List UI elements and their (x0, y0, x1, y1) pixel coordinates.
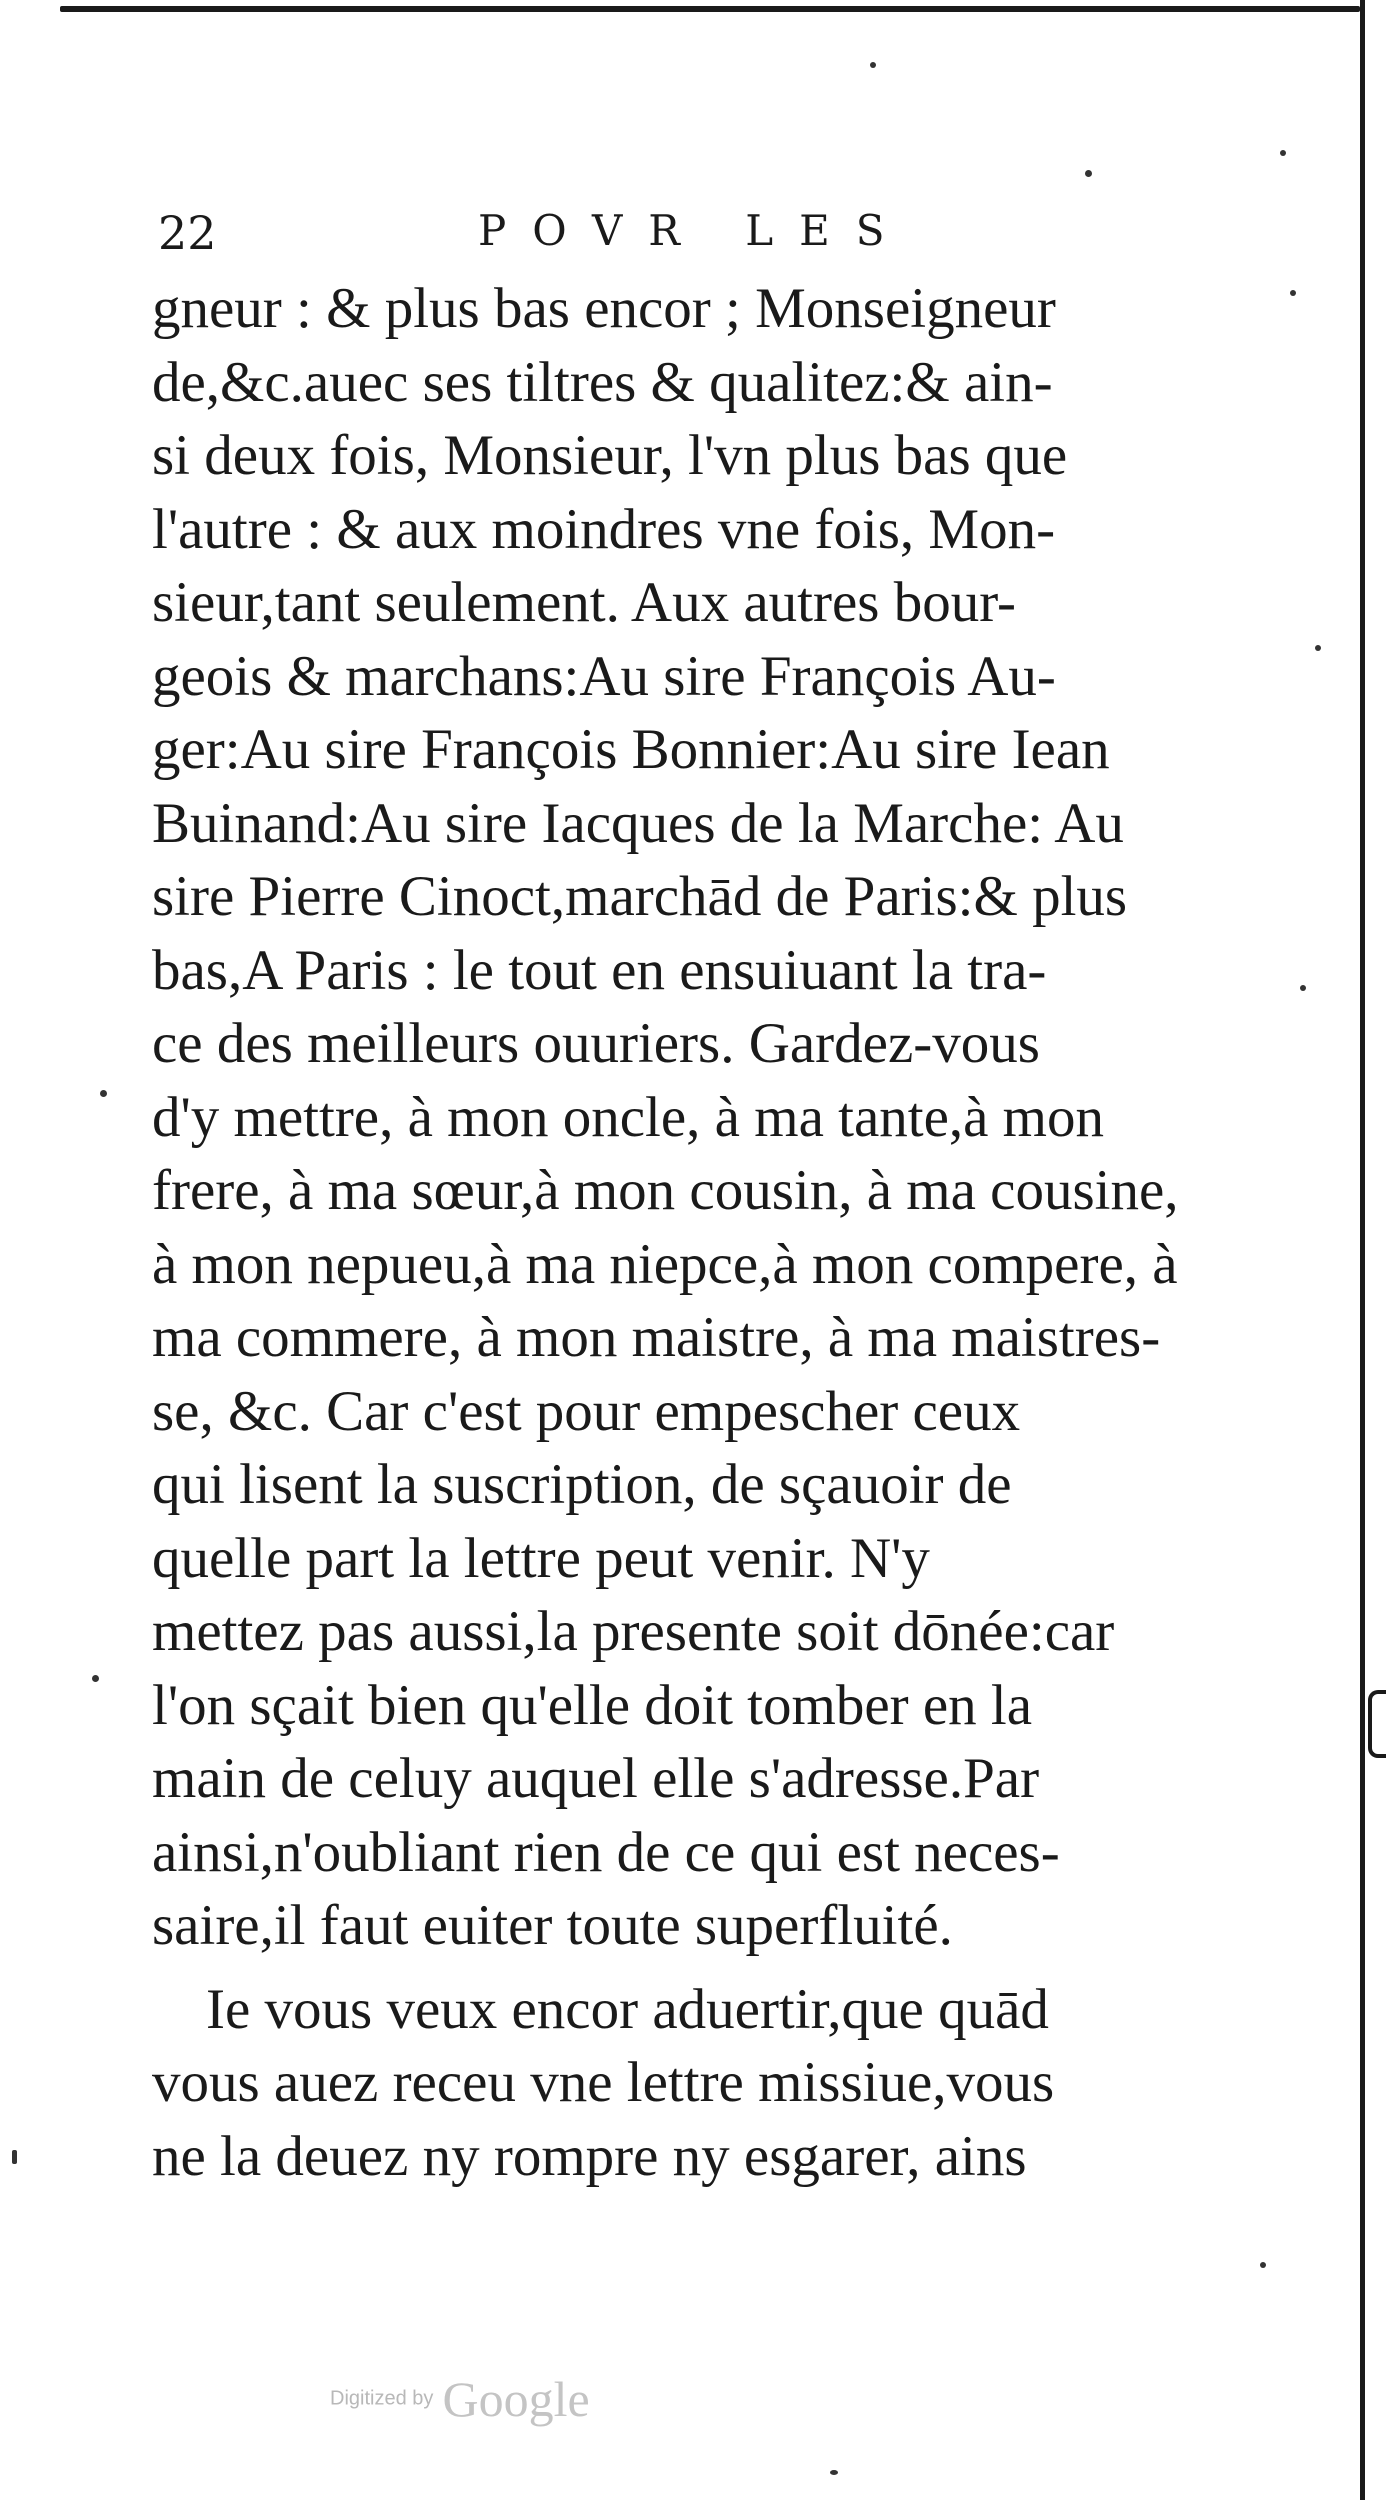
text-line: l'on sçait bien qu'elle doit tomber en la (152, 1673, 1033, 1737)
text-line: à mon nepueu,à ma niepce,à mon compere, à (152, 1232, 1178, 1296)
ink-speck (1315, 645, 1321, 651)
facing-page-bleed (1368, 1690, 1386, 1758)
text-line: gneur : & plus bas encor ; Monseigneur (152, 277, 1056, 340)
text-line: main de celuy auquel elle s'adresse.Par (152, 1747, 1040, 1810)
ink-speck (830, 2470, 838, 2475)
text-line: saire,il faut euiter toute superfluité. (152, 1894, 953, 1957)
ink-speck (1300, 985, 1306, 991)
text-line: sire Pierre Cinoct,marchād de Paris:& plus (152, 865, 1128, 928)
text-line: sieur,tant seulement. Aux autres bour- (152, 571, 1017, 634)
text-line: ger:Au sire François Bonnier:Au sire Iean (152, 718, 1110, 781)
text-line: de,&c.auec ses tiltres & qualitez:& ain- (152, 350, 1053, 414)
ink-speck (870, 62, 876, 68)
page-edge-line (1360, 0, 1365, 2500)
text-line: qui lisent la suscription, de sçauoir de (152, 1453, 1012, 1516)
google-logo: Google (442, 2371, 590, 2427)
top-border-rule (60, 6, 1360, 12)
text-line: si deux fois, Monsieur, l'vn plus bas que (152, 424, 1068, 487)
paragraph-start-line: Ie vous veux encor aduertir,que quād (206, 1977, 1049, 2041)
digitized-label: Digitized by (330, 2387, 434, 2410)
text-line: se, &c. Car c'est pour empescher ceux (152, 1379, 1021, 1443)
text-block (152, 272, 1262, 2193)
text-line: mettez pas aussi,la presente soit dōnée:car (152, 1600, 1115, 1663)
text-line: ne la deuez ny rompre ny esgarer, ains (152, 2124, 1027, 2188)
ink-speck (1280, 150, 1286, 156)
text-line: ma commere, à mon maistre, à ma maistres- (152, 1306, 1161, 1369)
text-line: geois & marchans:Au sire François Au- (152, 644, 1056, 708)
running-head: POVR LES (478, 206, 911, 255)
page-header (158, 200, 1258, 270)
ink-speck (100, 1090, 107, 1097)
text-line: d'y mettre, à mon oncle, à ma tante,à mon (152, 1085, 1105, 1149)
digitization-watermark (330, 2370, 590, 2430)
ink-speck (1260, 2262, 1266, 2268)
ink-speck (92, 1675, 99, 1682)
text-line: l'autre : & aux moindres vne fois, Mon- (152, 497, 1056, 561)
page-number: 22 (158, 206, 217, 260)
text-line: bas,A Paris : le tout en ensuiuant la tra- (152, 938, 1047, 1002)
text-line: frere, à ma sœur,à mon cousin, à ma cousine, (152, 1159, 1179, 1222)
text-line: vous auez receu vne lettre missiue,vous (152, 2051, 1055, 2114)
text-line: ce des meilleurs ouuriers. Gardez-vous (152, 1012, 1040, 1075)
ink-speck (1085, 170, 1092, 177)
ink-speck (12, 2150, 17, 2164)
text-line: ainsi,n'oubliant rien de ce qui est neces- (152, 1820, 1060, 1884)
text-line: quelle part la lettre peut venir. N'y (152, 1526, 930, 1590)
ink-speck (1290, 290, 1296, 296)
text-line: Buinand:Au sire Iacques de la Marche: Au (152, 791, 1124, 855)
